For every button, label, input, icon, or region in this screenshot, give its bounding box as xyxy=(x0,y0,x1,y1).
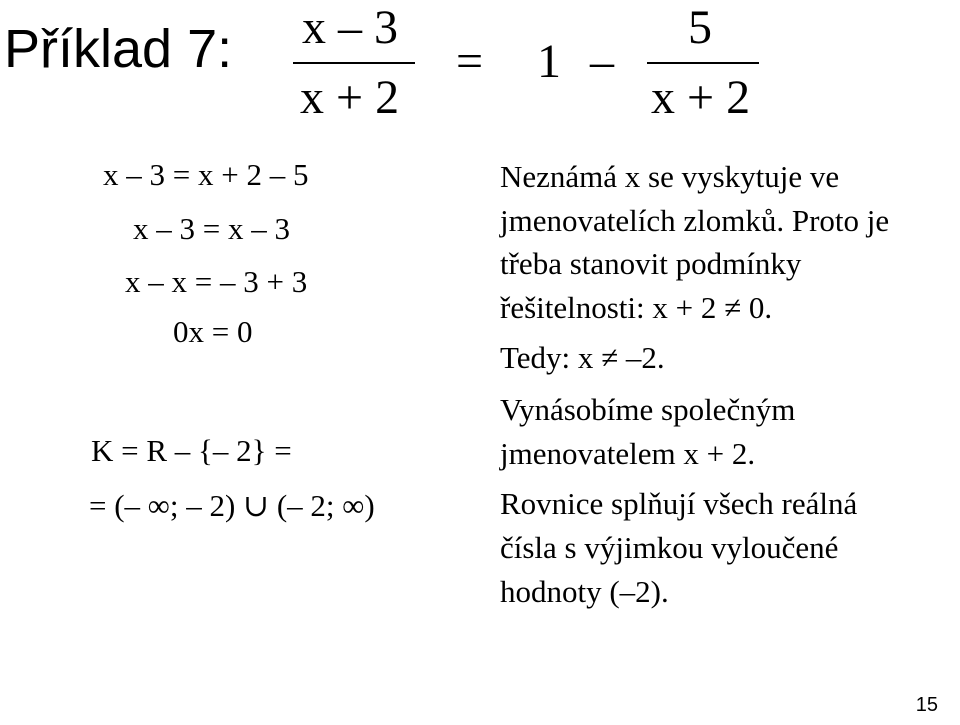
explanation-line: řešitelnosti: x + 2 ≠ 0. xyxy=(500,290,773,325)
minus-sign: – xyxy=(590,35,614,88)
derivation-line: x – x = – 3 + 3 xyxy=(125,264,308,299)
slide-title: Příklad 7: xyxy=(4,19,233,79)
explanation-line: hodnoty (–2). xyxy=(500,574,669,609)
lhs-denominator: x + 2 xyxy=(300,71,400,124)
rhs-numerator: 5 xyxy=(688,1,712,54)
explanation-line: Vynásobíme společným xyxy=(500,392,796,427)
explanation-line: třeba stanovit podmínky xyxy=(500,246,802,281)
explanation-line: jmenovatelem x + 2. xyxy=(500,436,756,471)
derivation-line: x – 3 = x + 2 – 5 xyxy=(103,157,309,192)
explanation-line: Tedy: x ≠ –2. xyxy=(500,340,665,375)
solution-set-line: K = R – {– 2} = xyxy=(91,433,292,468)
derivation-line: x – 3 = x – 3 xyxy=(133,211,290,246)
solution-set-line: = (– ∞; – 2) ∪ (– 2; ∞) xyxy=(89,488,375,523)
derivation-line: 0x = 0 xyxy=(173,314,253,349)
page-number: 15 xyxy=(915,694,938,716)
rhs-fraction-bar xyxy=(647,62,759,64)
lhs-numerator: x – 3 xyxy=(302,1,398,54)
explanation-line: Rovnice splňují všech reálná xyxy=(500,486,858,521)
explanation-line: Neznámá x se vyskytuje ve xyxy=(500,159,840,194)
number-one: 1 xyxy=(537,35,561,88)
explanation-line: jmenovatelích zlomků. Proto je xyxy=(500,203,890,238)
equals-sign: = xyxy=(456,35,484,88)
explanation-line: čísla s výjimkou vyloučené xyxy=(500,530,839,565)
rhs-denominator: x + 2 xyxy=(651,71,751,124)
lhs-fraction-bar xyxy=(293,62,415,64)
